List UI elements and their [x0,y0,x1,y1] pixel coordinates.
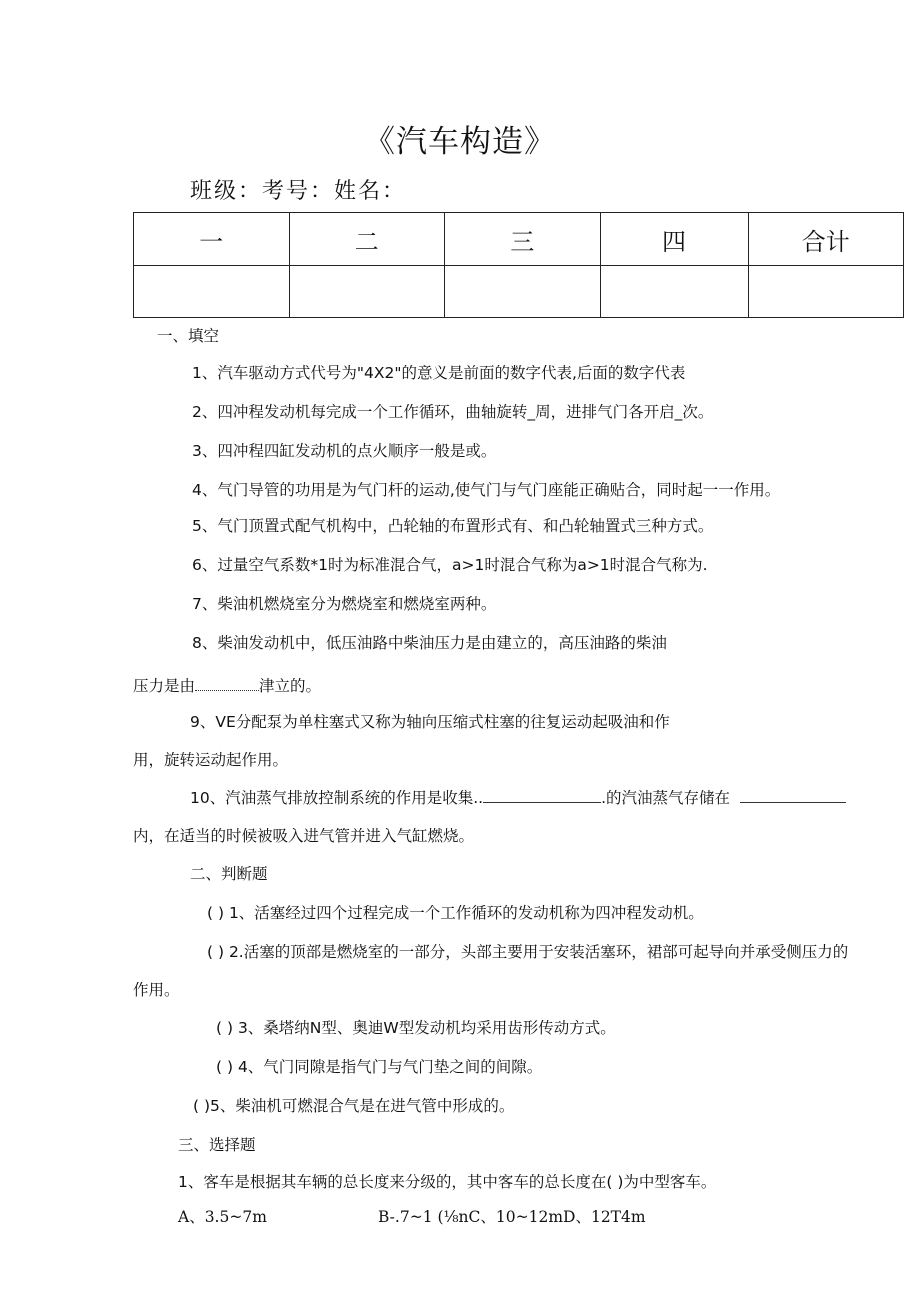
question-tf-2-line1: ( ) 2.活塞的顶部是燃烧室的一部分，头部主要用于安装活塞环，裙部可起导向并承受侧压力的 [207,943,849,961]
score-header-1: 一 [134,213,290,266]
question-mc-1: 1、客车是根据其车辆的总长度来分级的，其中客车的总长度在( )为中型客车。 [178,1173,717,1191]
student-info-line: 班级：考号：姓名： [190,179,407,204]
question-tf-4: ( ) 4、气门同隙是指气门与气门垫之间的间隙。 [216,1058,543,1076]
score-header-total: 合计 [748,213,904,266]
question-fill-8-line2 [133,676,321,696]
question-fill-2: 2、四冲程发动机每完成一个工作循环，曲轴旋转_周，进排气门各开启_次。 [192,403,714,421]
score-header-3: 三 [445,213,601,266]
question-fill-9-line2: 用，旋转运动起作用。 [133,751,289,769]
section-heading-true-false: 二、判断题 [190,865,268,883]
section-heading-fill-in: 一、填空 [157,327,220,345]
question-fill-10-line2: 内，在适当的时候被吸入进气管并进入气缸燃烧。 [133,827,475,845]
score-cell-3[interactable] [445,266,601,318]
question-tf-1: ( ) 1、活塞经过四个过程完成一个工作循环的发动机称为四冲程发动机。 [207,904,704,922]
question-fill-10-prefix: 10、汽油蒸气排放控制系统的作用是收集.. [190,789,484,807]
score-cell-1[interactable] [134,266,290,318]
score-cell-4[interactable] [600,266,748,318]
question-tf-3: ( ) 3、桑塔纳N型、奥迪W型发动机均采用齿形传动方式。 [216,1019,616,1037]
answer-blank-underline-2[interactable] [740,788,846,803]
score-table [133,212,904,318]
question-fill-9-line1: 9、VE分配泵为单柱塞式又称为轴向压缩式柱塞的往复运动起吸油和作 [190,713,670,731]
answer-blank-underline-1[interactable] [483,788,601,803]
question-fill-1: 1、汽车驱动方式代号为"4X2"的意义是前面的数字代表,后面的数字代表 [192,364,686,382]
score-header-4: 四 [600,213,748,266]
question-fill-3: 3、四冲程四缸发动机的点火顺序一般是或。 [192,442,497,460]
question-tf-5: ( )5、柴油机可燃混合气是在进气管中形成的。 [193,1097,515,1115]
exam-title: 《汽车构造》 [364,124,556,160]
score-table-value-row [134,266,904,318]
question-fill-6: 6、过量空气系数*1时为标准混合气，a>1时混合气称为a>1时混合气称为. [192,556,708,574]
question-fill-8-suffix: 津立的。 [259,677,322,695]
question-fill-8-line1: 8、柴油发动机中，低压油路中柴油压力是由建立的，高压油路的柴油 [192,634,667,652]
question-tf-2-line2: 作用。 [133,981,180,999]
score-cell-2[interactable] [289,266,445,318]
section-heading-multiple-choice: 三、选择题 [178,1136,256,1154]
question-fill-7: 7、柴油机燃烧室分为燃烧室和燃烧室两种。 [192,595,497,613]
question-fill-5: 5、气门顶置式配气机构中，凸轮轴的布置形式有、和凸轮轴置式三种方式。 [192,517,714,535]
question-mc-1-options-rest: B-.7~1 (⅛nC、10~12mD、12T4m [378,1208,646,1226]
question-mc-1-option-a: A、3.5~7m [178,1208,267,1226]
question-fill-10-middle: .的汽油蒸气存储在 [601,789,731,807]
question-fill-10-line1 [190,788,846,808]
score-cell-total[interactable] [748,266,904,318]
question-fill-4: 4、气门导管的功用是为气门杆的运动,使气门与气门座能正确贴合，同时起一一作用。 [192,481,781,499]
score-header-2: 二 [289,213,445,266]
score-table-header-row [134,213,904,266]
answer-blank-dotted[interactable] [195,678,259,691]
question-fill-8-prefix: 压力是由 [133,677,196,695]
